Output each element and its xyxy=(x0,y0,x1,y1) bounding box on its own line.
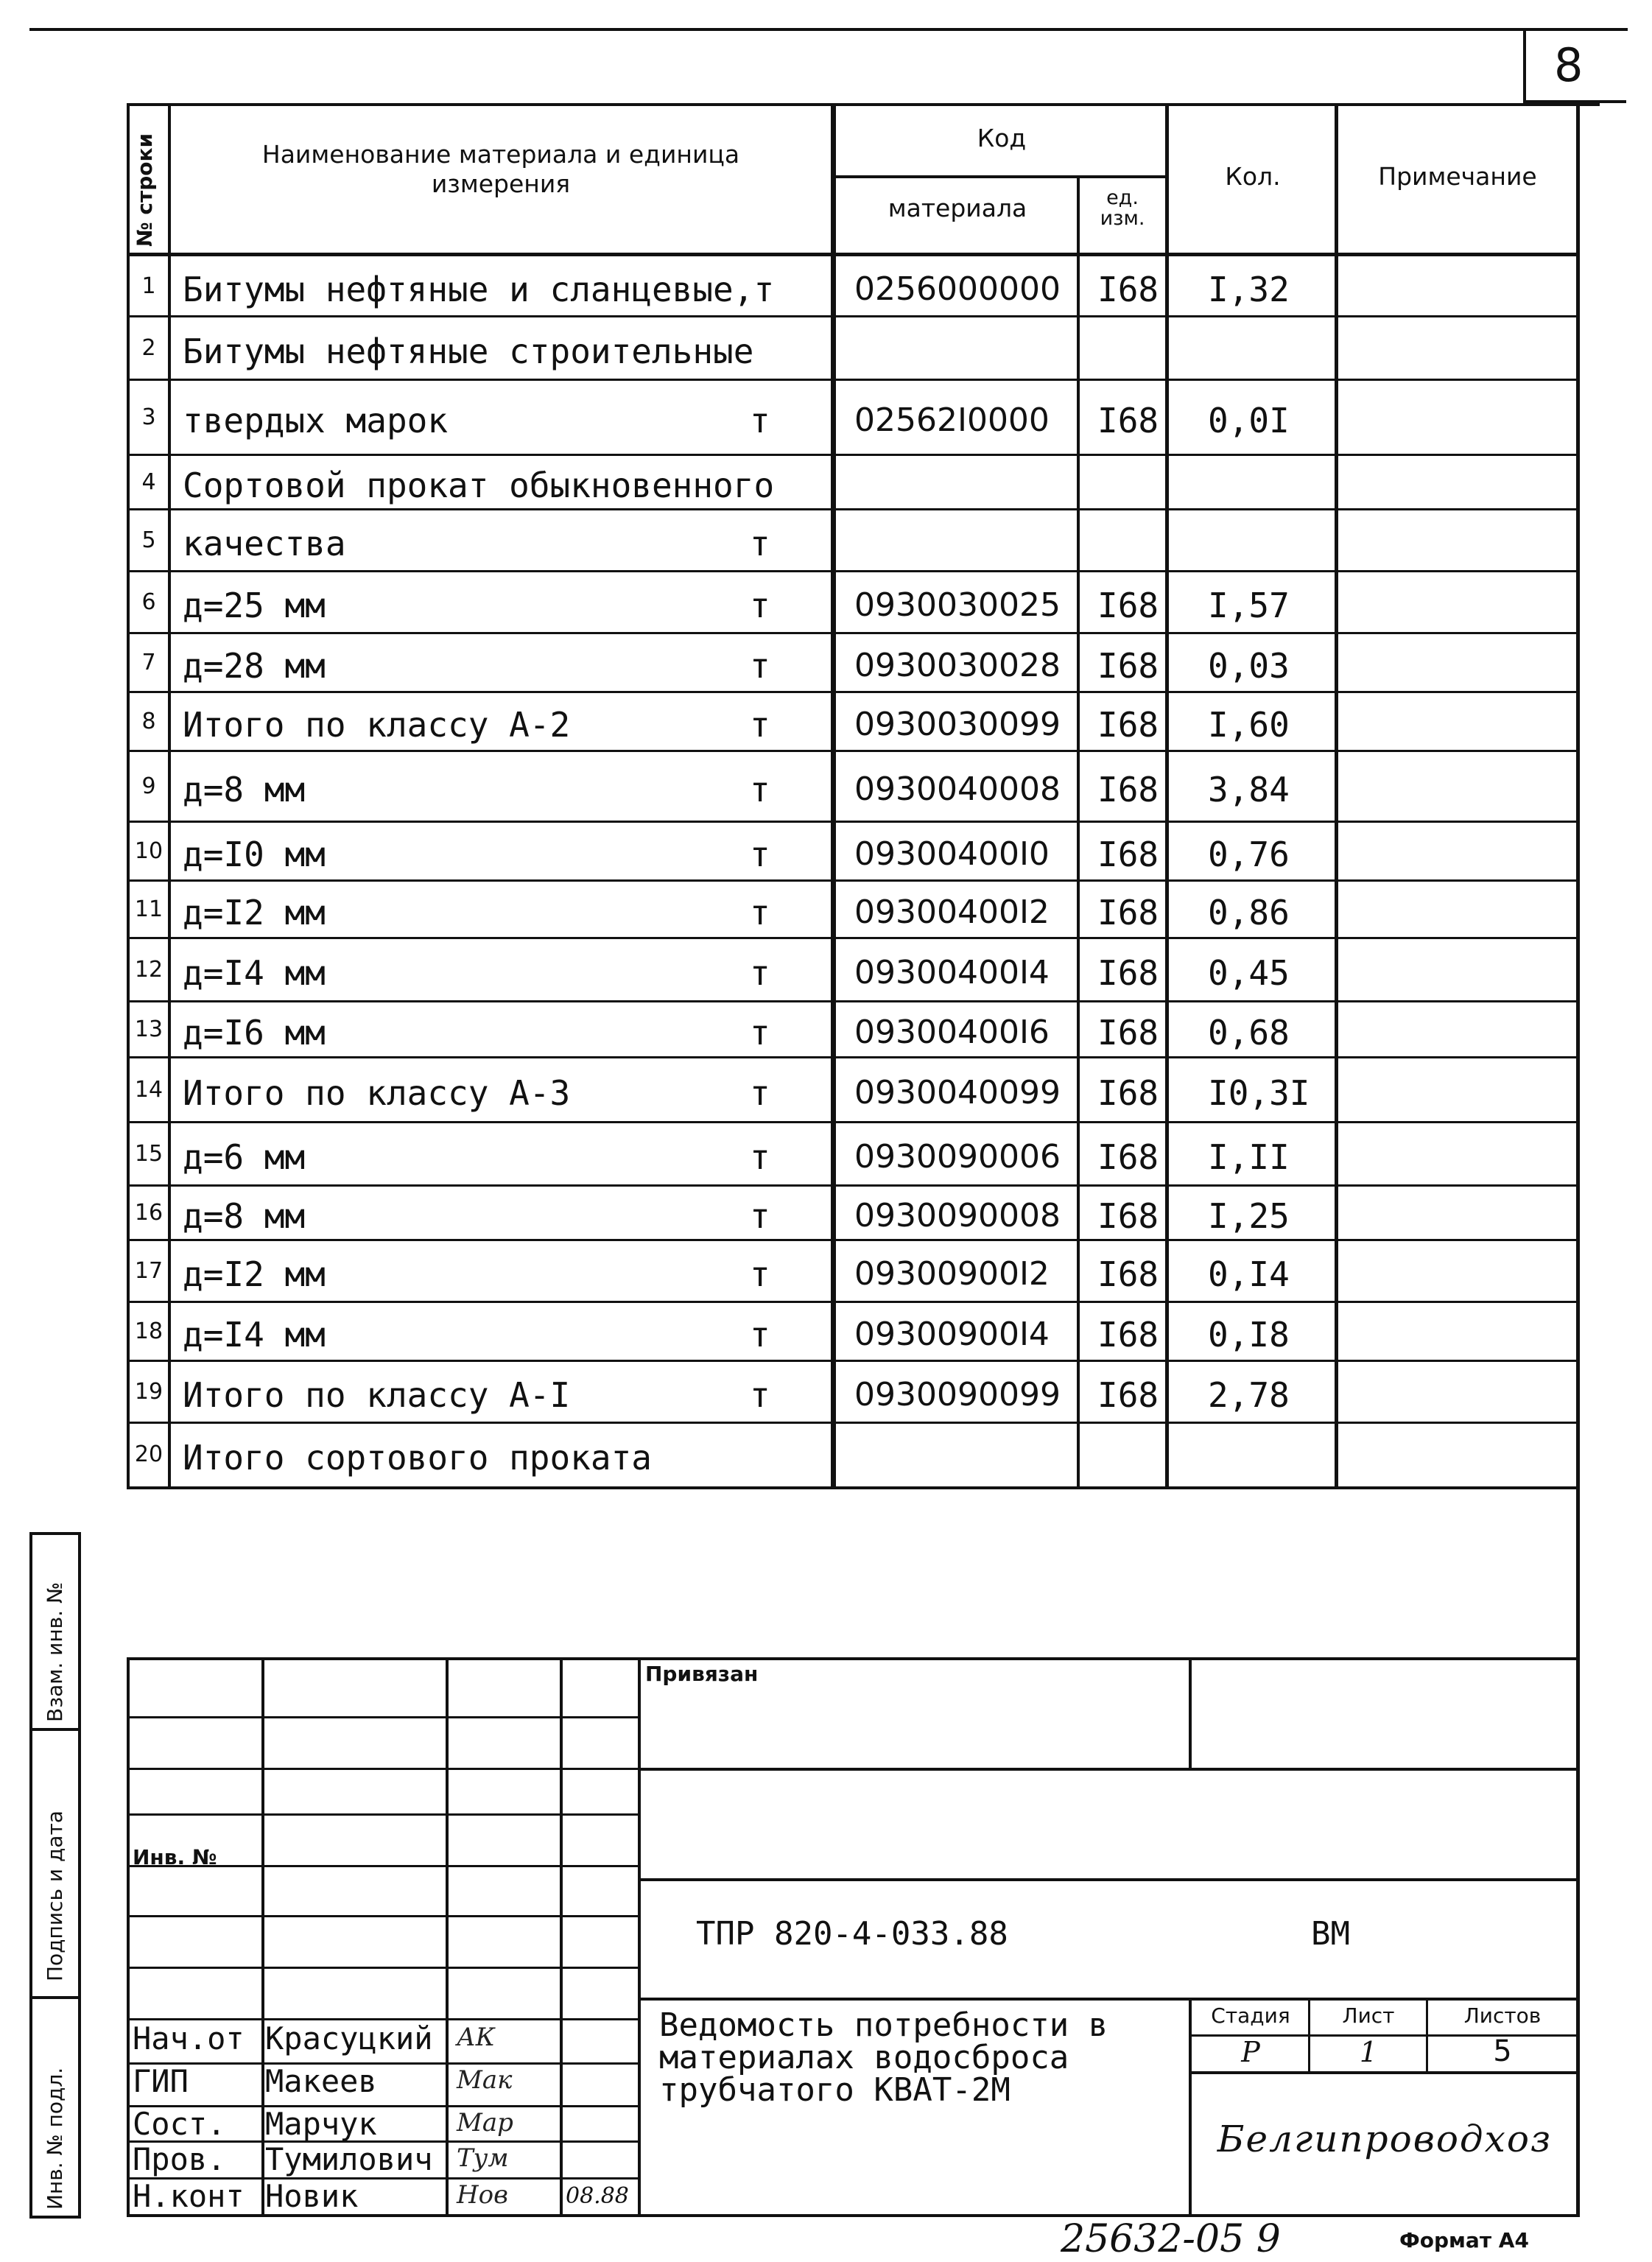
unit-code: I68 xyxy=(1097,835,1159,874)
material-name: Битумы нефтяные строительные xyxy=(183,331,754,371)
unit-code: I68 xyxy=(1097,1073,1159,1113)
row-number: 3 xyxy=(141,404,156,430)
side-label-podpis: Подпись и дата xyxy=(43,1810,67,1981)
quantity: 0,86 xyxy=(1208,893,1290,932)
unit-code: I68 xyxy=(1097,1254,1159,1294)
unit-code: I68 xyxy=(1097,1196,1159,1236)
row-number: 13 xyxy=(134,1016,164,1042)
qty-column-header: Кол. xyxy=(1225,162,1281,191)
material-code: 0930090006 xyxy=(854,1138,1061,1176)
row-number-header: № строки xyxy=(133,133,157,247)
material-name: д=6 мм xyxy=(183,1137,306,1177)
quantity: I,25 xyxy=(1208,1196,1290,1236)
stage-value: Р xyxy=(1241,2036,1260,2068)
row-number: 9 xyxy=(141,773,156,799)
material-unit: т xyxy=(750,1196,770,1236)
material-name: твердых марок xyxy=(183,401,449,440)
sheets-label: Листов xyxy=(1463,2003,1542,2028)
inv-no-label: Инв. № xyxy=(133,1845,217,1869)
signature: Тум xyxy=(457,2143,509,2173)
quantity: 2,78 xyxy=(1208,1375,1290,1415)
material-unit: т xyxy=(750,401,770,440)
person-name: Красуцкий xyxy=(265,2020,433,2056)
unit-code: I68 xyxy=(1097,646,1159,686)
signature: Нов xyxy=(457,2180,508,2210)
material-code: 0930040008 xyxy=(854,770,1061,808)
material-code: 0930030099 xyxy=(854,706,1061,743)
row-number: 1 xyxy=(141,273,156,299)
privyazan-label: Привязан xyxy=(645,1662,759,1686)
quantity: 0,I8 xyxy=(1208,1315,1290,1355)
material-name: Сортовой прокат обыкновенного xyxy=(183,466,775,505)
row-number: 17 xyxy=(134,1258,164,1284)
quantity: I,57 xyxy=(1208,586,1290,625)
material-unit: т xyxy=(750,770,770,809)
material-code: 09300400I2 xyxy=(854,893,1050,931)
role: ГИП xyxy=(133,2063,189,2099)
quantity: I,II xyxy=(1208,1137,1290,1177)
material-name: Итого по классу А-2 xyxy=(183,705,571,745)
quantity: 0,I4 xyxy=(1208,1254,1290,1294)
material-name: Итого по классу А-I xyxy=(183,1375,571,1415)
material-name: д=I6 мм xyxy=(183,1013,326,1053)
row-number: 12 xyxy=(134,957,164,983)
material-code: 0930090099 xyxy=(854,1376,1061,1413)
material-code: 0930030025 xyxy=(854,586,1061,624)
quantity: 0,68 xyxy=(1208,1013,1290,1053)
material-unit: т xyxy=(750,646,770,686)
material-unit: т xyxy=(750,953,770,993)
code-unit-header: ед. изм. xyxy=(1100,186,1145,230)
material-code: 0930030028 xyxy=(854,647,1061,684)
row-number: 19 xyxy=(134,1379,164,1405)
row-number: 16 xyxy=(134,1200,164,1226)
material-name: д=28 мм xyxy=(183,646,326,686)
material-code: 0256000000 xyxy=(854,270,1061,308)
signature: Мак xyxy=(457,2065,513,2095)
material-name: качества xyxy=(183,524,346,563)
row-number: 14 xyxy=(134,1077,164,1103)
format-label: Формат А4 xyxy=(1399,2228,1529,2252)
material-code: 09300400I4 xyxy=(854,954,1050,991)
material-code: 09300900I2 xyxy=(854,1255,1050,1293)
name-column-header: Наименование материала и единица измерения xyxy=(261,140,740,198)
sheet-label: Лист xyxy=(1342,2003,1395,2028)
page-number: 8 xyxy=(1554,38,1584,92)
row-number: 6 xyxy=(141,589,156,615)
material-unit: т xyxy=(750,1073,770,1113)
sign-date: 08.88 xyxy=(566,2183,629,2209)
unit-code: I68 xyxy=(1097,1315,1159,1355)
row-number: 11 xyxy=(134,896,164,922)
signature: АК xyxy=(457,2023,496,2052)
role: Н.конт xyxy=(133,2178,245,2214)
material-unit: т xyxy=(750,835,770,874)
row-number: 7 xyxy=(141,650,156,675)
material-unit: т xyxy=(750,893,770,932)
material-name: д=8 мм xyxy=(183,1196,306,1236)
handwritten-archive-number: 25632-05 9 xyxy=(1061,2217,1281,2261)
material-name: Итого сортового проката xyxy=(183,1438,652,1478)
row-number: 5 xyxy=(141,527,156,553)
unit-code: I68 xyxy=(1097,1013,1159,1053)
unit-code: I68 xyxy=(1097,705,1159,745)
person-name: Тумилович xyxy=(265,2141,433,2177)
unit-code: I68 xyxy=(1097,1375,1159,1415)
material-unit: т xyxy=(750,705,770,745)
row-number: 15 xyxy=(134,1141,164,1167)
material-code: 09300400I6 xyxy=(854,1014,1050,1051)
material-code: 09300400I0 xyxy=(854,835,1050,873)
person-name: Новик xyxy=(265,2178,359,2214)
unit-code: I68 xyxy=(1097,1137,1159,1177)
material-name: д=I2 мм xyxy=(183,893,326,932)
material-code: 0930040099 xyxy=(854,1074,1061,1111)
unit-code: I68 xyxy=(1097,953,1159,993)
signature: Мар xyxy=(457,2108,513,2138)
unit-code: I68 xyxy=(1097,270,1159,309)
role: Пров. xyxy=(133,2141,226,2177)
organization-name: Белгипроводхоз xyxy=(1217,2118,1553,2160)
code-material-header: материала xyxy=(887,194,1027,222)
document-code: ТПР 820-4-033.88 xyxy=(696,1915,1008,1953)
quantity: I,60 xyxy=(1208,705,1290,745)
material-unit: т xyxy=(750,1315,770,1355)
row-number: 10 xyxy=(134,838,164,864)
material-name: д=8 мм xyxy=(183,770,306,809)
quantity: 0,03 xyxy=(1208,646,1290,686)
material-name: д=I2 мм xyxy=(183,1254,326,1294)
code-column-header: Код xyxy=(977,124,1027,152)
side-label-vzam: Взам. инв. № xyxy=(43,1581,67,1722)
document-mark: ВМ xyxy=(1311,1915,1350,1953)
material-code: 02562I0000 xyxy=(854,401,1050,439)
quantity: I,32 xyxy=(1208,270,1290,309)
unit-code: I68 xyxy=(1097,770,1159,809)
unit-code: I68 xyxy=(1097,586,1159,625)
unit-code: I68 xyxy=(1097,893,1159,932)
stage-label: Стадия xyxy=(1211,2003,1290,2028)
material-name: Битумы нефтяные и сланцевые,т xyxy=(183,270,775,309)
material-unit: т xyxy=(750,1254,770,1294)
material-name: д=I4 мм xyxy=(183,1315,326,1355)
person-name: Марчук xyxy=(265,2106,377,2142)
quantity: 0,45 xyxy=(1208,953,1290,993)
unit-code: I68 xyxy=(1097,401,1159,440)
row-number: 4 xyxy=(141,469,156,495)
sheets-value: 5 xyxy=(1493,2034,1512,2068)
row-number: 20 xyxy=(134,1441,164,1467)
quantity: 0,76 xyxy=(1208,835,1290,874)
material-code: 0930090008 xyxy=(854,1197,1061,1234)
row-number: 2 xyxy=(141,335,156,361)
material-name: Итого по классу А-3 xyxy=(183,1073,571,1113)
role: Нач.от xyxy=(133,2020,245,2056)
material-name: д=I4 мм xyxy=(183,953,326,993)
role: Сост. xyxy=(133,2106,226,2142)
quantity: I0,3I xyxy=(1208,1073,1310,1113)
material-name: д=25 мм xyxy=(183,586,326,625)
side-label-inv-podl: Инв. № подл. xyxy=(43,2067,67,2210)
note-column-header: Примечание xyxy=(1378,162,1537,191)
quantity: 0,0I xyxy=(1208,401,1290,440)
quantity: 3,84 xyxy=(1208,770,1290,809)
person-name: Макеев xyxy=(265,2063,377,2099)
material-code: 09300900I4 xyxy=(854,1316,1050,1353)
material-unit: т xyxy=(750,524,770,563)
row-number: 18 xyxy=(134,1318,164,1344)
material-unit: т xyxy=(750,586,770,625)
row-number: 8 xyxy=(141,709,156,734)
material-unit: т xyxy=(750,1137,770,1177)
document-title: Ведомость потребности в материалах водосброса трубчатого КВАТ-2М xyxy=(659,2006,1108,2109)
material-unit: т xyxy=(750,1013,770,1053)
sheet-value: 1 xyxy=(1359,2036,1378,2068)
material-unit: т xyxy=(750,1375,770,1415)
material-name: д=I0 мм xyxy=(183,835,326,874)
